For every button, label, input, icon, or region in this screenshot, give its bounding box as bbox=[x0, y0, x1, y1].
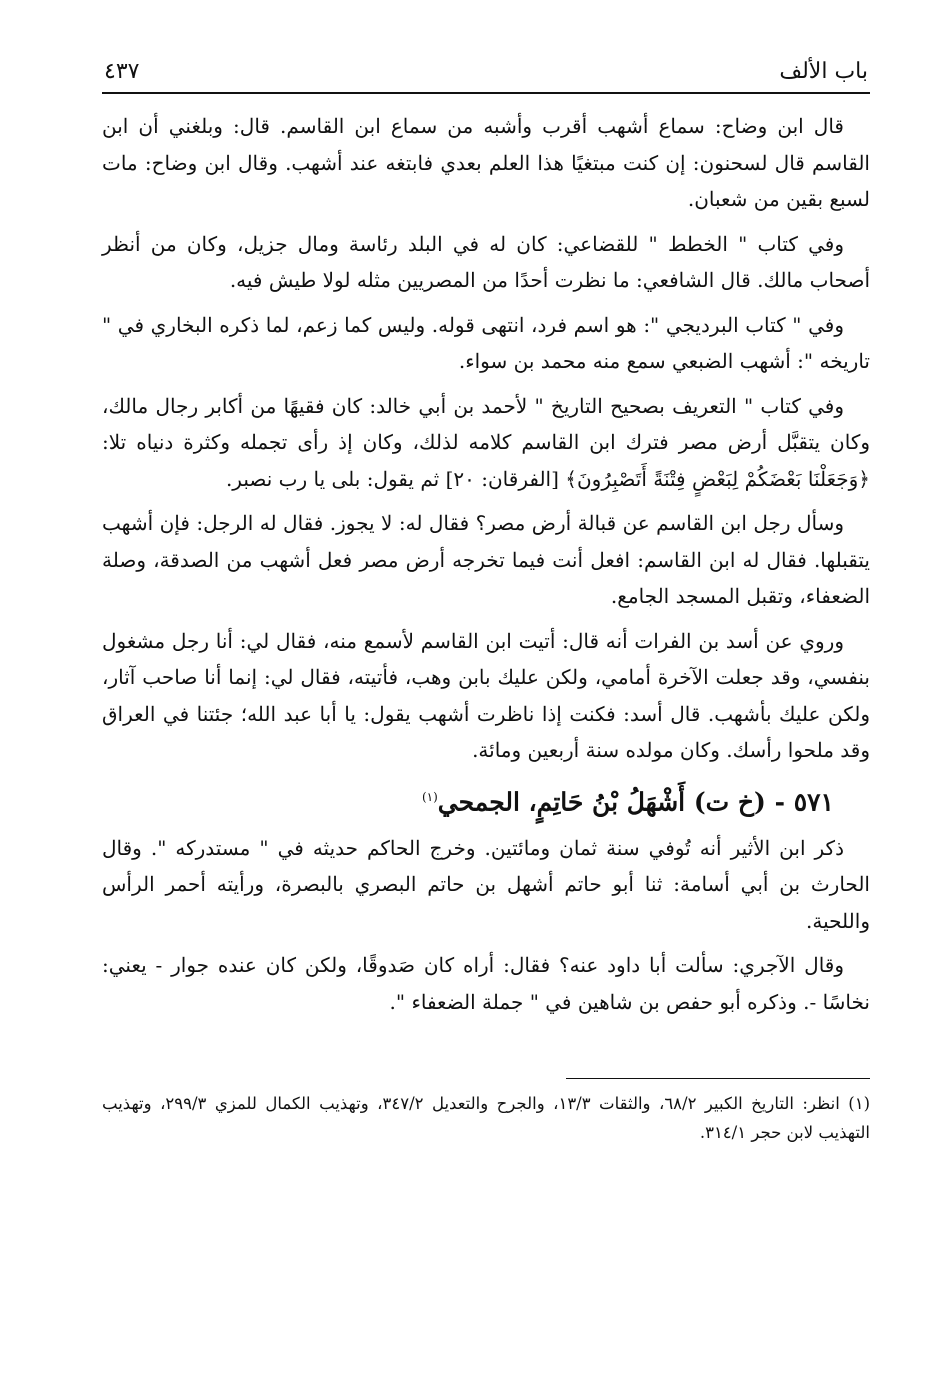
paragraph: وروي عن أسد بن الفرات أنه قال: أتيت ابن القاسم لأسمع منه، فقال لي: أنا رجل مشغول بنفسي، وقد جعلت الآخرة أمامي، ولكن عليك بابن وهب، فأتيته، فقال لي: إنما أنا صاحب آثار، ولكن عليك بأشهب. قال أسد: فكنت إذا ناظرت أشهب يقول: يا أبا عبد الله؛ جئتنا في العراق وقد ملحوا رأسك. وكان مولده سنة أربعين ومائة. bbox=[102, 628, 870, 762]
paragraph: وفي " كتاب البرديجي ": هو اسم فرد، انتهى قوله. وليس كما زعم، لما ذكره البخاري في " تاريخه ": أشهب الضبعي سمع منه محمد بن سواء. bbox=[102, 312, 870, 373]
running-header bbox=[102, 52, 870, 88]
book-page bbox=[102, 52, 870, 1147]
paragraph: وفي كتاب " الخطط " للقضاعي: كان له في البلد رئاسة ومال جزيل، وكان من أنظر أصحاب مالك. قال الشافعي: ما نظرت أحدًا من المصريين مثله لولا طيش فيه. bbox=[102, 231, 870, 292]
footnote: (١) انظر: التاريخ الكبير ٦٨/٢، والثقات ١٣/٣، والجرح والتعديل ٣٤٧/٢، وتهذيب الكمال للمزي ٢٩٩/٣، وتهذيب التهذيب لابن حجر ٣١٤/١. bbox=[102, 1094, 871, 1143]
page-number: ٤٣٧ bbox=[104, 59, 140, 84]
chapter-title: باب الألف bbox=[779, 59, 868, 84]
main-text bbox=[102, 108, 870, 1020]
footnotes bbox=[102, 1089, 870, 1147]
entry-heading bbox=[102, 777, 870, 822]
paragraph: وسأل رجل ابن القاسم عن قبالة أرض مصر؟ فقال له: لا يجوز. فقال له الرجل: فإن أشهب يتقبلها. فقال له ابن القاسم: افعل أنت فيما تخرجه أرض مصر فعل أشهب من الصدقة، وصلة الضعفاء، وتقبل المسجد الجامع. bbox=[102, 511, 870, 608]
paragraph: وقال الآجري: سألت أبا داود عنه؟ فقال: أراه كان صَدوقًا، ولكن كان عنده جوار - يعني: نخاسًا -. وذكره أبو حفص بن شاهين في " جملة الضعفاء ". bbox=[102, 953, 870, 1014]
entry-separator: - bbox=[774, 786, 785, 816]
entry-codes: (خ ت) bbox=[693, 786, 766, 816]
paragraph: وفي كتاب " التعريف بصحيح التاريخ " لأحمد بن أبي خالد: كان فقيهًا من أكابر رجال مالك، وكان يتقبَّل أرض مصر فترك ابن القاسم كلامه لذلك، وكان إذ رأى تجمله وكثرة دنياه تلا: ﴿وَجَعَلْنَا بَعْضَكُمْ لِبَعْضٍ فِتْنَةً أَتَصْبِرُونَ﴾ [الفرقان: ٢٠] ثم يقول: بلى يا رب نصبر. bbox=[102, 393, 870, 491]
entry-number: ٥٧١ bbox=[793, 786, 834, 816]
footnote-rule bbox=[566, 1078, 870, 1079]
footnote-reference: (١) bbox=[421, 789, 438, 804]
paragraph: ذكر ابن الأثير أنه تُوفي سنة ثمان ومائتين. وخرج الحاكم حديثه في " مستدركه ". وقال الحارث بن أبي أسامة: ثنا أبو حاتم أشهل بن حاتم البصري بالبصرة، ورأيته أحمر الرأس واللحية. bbox=[102, 835, 870, 933]
entry-name: أَشْهَلُ بْنُ حَاتِمٍ، الجمحي bbox=[437, 786, 686, 816]
paragraph: قال ابن وضاح: سماع أشهب أقرب وأشبه من سماع ابن القاسم. قال: وبلغني أن ابن القاسم قال لسحنون: إن كنت مبتغيًا هذا العلم بعدي فابتغه عند أشهب. وقال ابن وضاح: مات لسبع بقين من شعبان. bbox=[102, 114, 870, 211]
header-rule bbox=[102, 92, 870, 94]
